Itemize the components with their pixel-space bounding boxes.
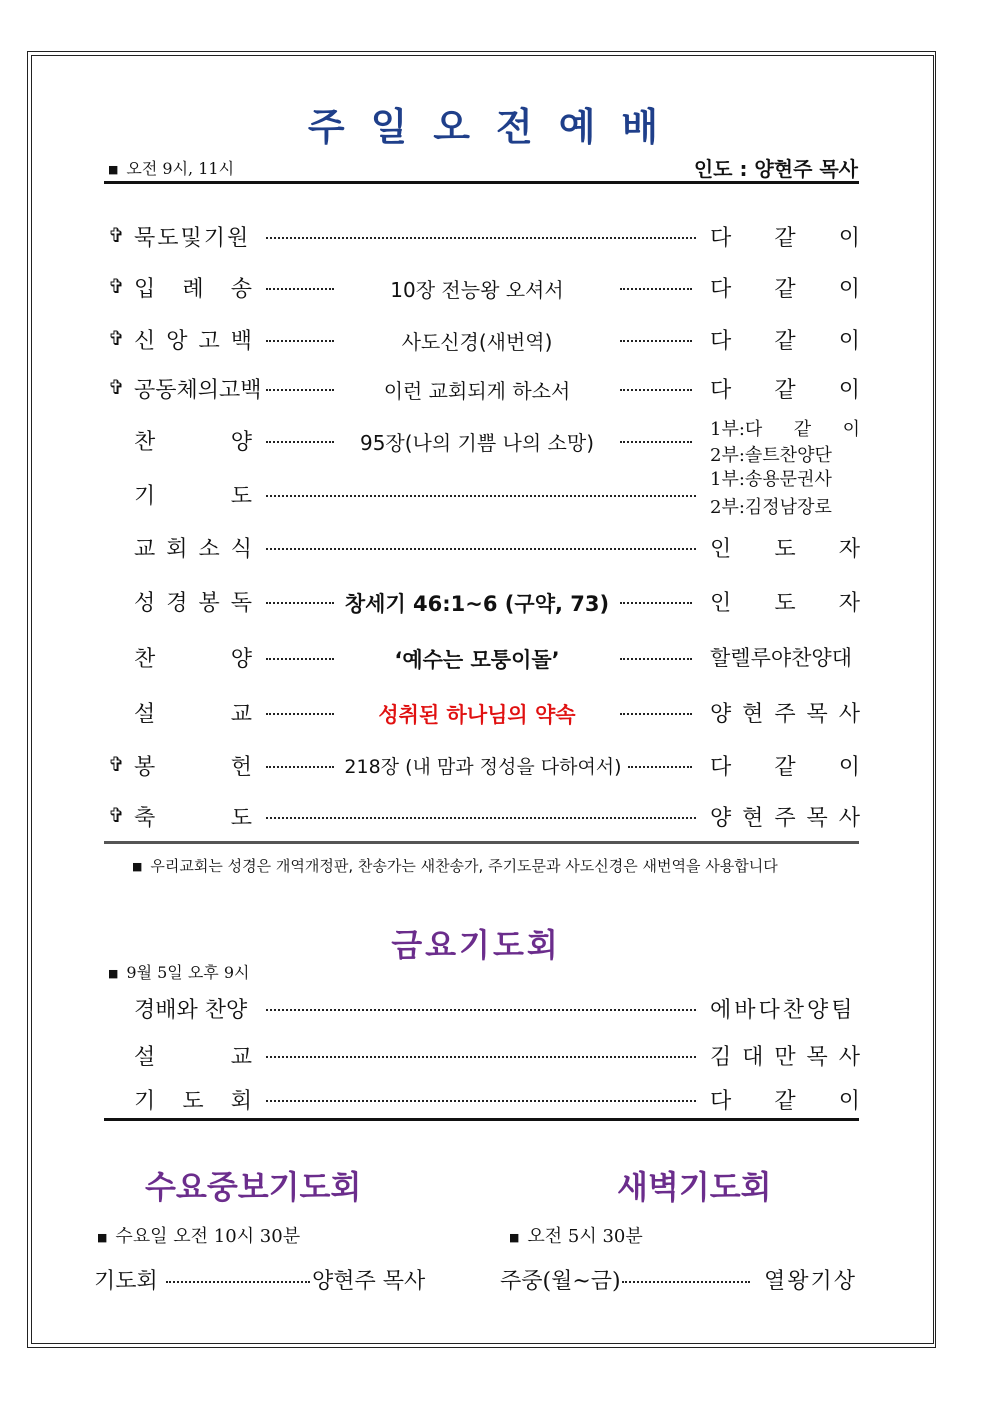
order-right-2: 2부:김정남장로 (710, 497, 832, 518)
friday-label: 설 교 (134, 1045, 252, 1070)
order-label: 공동체의고백 (134, 378, 262, 403)
order-right-1: 1부:다 같 이 (710, 419, 860, 440)
order-row (104, 371, 860, 405)
leader-dots (620, 713, 692, 715)
leader-dots (266, 1100, 696, 1102)
leader-dots (166, 1281, 310, 1283)
friday-row (104, 991, 860, 1025)
dawn-label: 주중(월~금) (500, 1269, 621, 1294)
sermon-title: 성취된 하나님의 약속 (378, 703, 576, 727)
order-label: 묵도및기원 (134, 226, 251, 251)
friday-right: 김 대 만 목 사 (710, 1045, 860, 1070)
order-label: 축 도 (134, 806, 252, 831)
leader-dots (620, 340, 692, 342)
square-bullet-icon: ■ (97, 1230, 108, 1244)
order-right: 할렐루야찬양대 (710, 646, 853, 670)
service-leader: 인도 : 양현주 목사 (693, 157, 858, 181)
order-center: 10장 전능왕 오셔서 (390, 278, 564, 302)
friday-label: 경배와 찬양 (134, 998, 248, 1023)
friday-title: 금요기도회 (391, 926, 561, 964)
cross-icon: ✞ (108, 375, 125, 399)
friday-row (104, 1082, 860, 1116)
leader-dots (628, 766, 692, 768)
leader-dots (266, 548, 696, 550)
leader-dots (266, 441, 334, 443)
order-row (104, 322, 860, 356)
order-right-1: 1부:송용문권사 (710, 469, 832, 490)
order-row (104, 469, 860, 518)
order-label: 설 교 (134, 702, 252, 727)
leader-dots (266, 1056, 696, 1058)
order-right: 인 도 자 (710, 537, 860, 562)
order-row (104, 695, 860, 729)
order-right: 인 도 자 (710, 591, 860, 616)
wednesday-label: 기도회 (94, 1269, 158, 1294)
square-bullet-icon: ■ (132, 860, 143, 873)
leader-dots (266, 288, 334, 290)
order-right-2: 2부:솔트찬양단 (710, 445, 832, 466)
leader-dots (266, 237, 696, 239)
friday-row (104, 1038, 860, 1072)
order-row (104, 219, 860, 253)
order-row (104, 584, 860, 618)
order-center: ‘예수는 모퉁이돌’ (394, 648, 560, 672)
wednesday-time: ■ 수요일 오전 10시 30분 (97, 1226, 301, 1247)
order-center: 창세기 46:1~6 (구약, 73) (344, 592, 610, 616)
divider-top (104, 181, 859, 184)
service-time: ■ 오전 9시, 11시 (108, 159, 235, 178)
leader-dots (266, 340, 334, 342)
leader-dots (620, 441, 692, 443)
page-title: 주일오전예배 (307, 104, 685, 149)
leader-dots (266, 817, 696, 819)
cross-icon: ✞ (108, 752, 125, 776)
cross-icon: ✞ (108, 803, 125, 827)
order-center: 218장 (내 맘과 정성을 다하여서) (344, 756, 622, 778)
dawn-time: ■ 오전 5시 30분 (509, 1226, 643, 1247)
order-row (104, 419, 860, 466)
order-row (104, 799, 860, 833)
order-row (104, 270, 860, 304)
order-right: 양 현 주 목 사 (710, 806, 860, 831)
order-row (104, 640, 860, 674)
leader-dots (266, 495, 696, 497)
order-row (104, 748, 860, 782)
order-label: 성 경 봉 독 (134, 591, 252, 616)
friday-time: ■ 9월 5일 오후 9시 (108, 963, 250, 982)
leader-dots (266, 602, 334, 604)
cross-icon: ✞ (108, 274, 125, 298)
wednesday-title: 수요중보기도회 (145, 1168, 362, 1206)
order-right: 다 같 이 (710, 277, 860, 302)
order-right: 다 같 이 (710, 755, 860, 780)
leader-dots (266, 389, 334, 391)
wednesday-right: 양현주 목사 (312, 1269, 426, 1294)
order-label: 봉 헌 (134, 755, 252, 780)
order-label: 입 례 송 (134, 277, 252, 302)
leader-dots (266, 658, 334, 660)
dawn-right: 열왕기상 (764, 1269, 858, 1294)
leader-dots (266, 713, 334, 715)
order-center: 95장(나의 기쁨 나의 소망) (359, 431, 594, 455)
friday-right: 다 같 이 (710, 1089, 860, 1114)
square-bullet-icon: ■ (509, 1230, 520, 1244)
order-center: 이런 교회되게 하소서 (383, 379, 571, 403)
divider-bottom (104, 1118, 859, 1121)
leader-dots (620, 288, 692, 290)
order-label: 찬 양 (134, 647, 252, 672)
dawn-title: 새벽기도회 (617, 1168, 772, 1206)
leader-dots (266, 766, 334, 768)
friday-right: 에바다찬양팀 (710, 998, 856, 1023)
order-right: 다 같 이 (710, 329, 860, 354)
order-right: 다 같 이 (710, 378, 860, 403)
cross-icon: ✞ (108, 223, 125, 247)
notice: ■ 우리교회는 성경은 개역개정판, 찬송가는 새찬송가, 주기도문과 사도신경은 새번역을 사용합니다 (132, 857, 778, 875)
divider-middle (104, 841, 859, 844)
leader-dots (620, 602, 692, 604)
order-right: 다 같 이 (710, 226, 860, 251)
leader-dots (266, 1009, 696, 1011)
leader-dots (622, 1281, 750, 1283)
square-bullet-icon: ■ (108, 163, 119, 176)
order-label: 교 회 소 식 (134, 537, 252, 562)
order-right: 양 현 주 목 사 (710, 702, 860, 727)
leader-dots (620, 658, 692, 660)
order-row (104, 530, 860, 564)
cross-icon: ✞ (108, 326, 125, 350)
order-center: 사도신경(새번역) (401, 330, 553, 354)
order-label: 신 앙 고 백 (134, 329, 252, 354)
leader-dots (620, 389, 692, 391)
friday-label: 기 도 회 (134, 1089, 252, 1114)
square-bullet-icon: ■ (108, 967, 119, 980)
order-label: 기 도 (134, 484, 252, 509)
order-label: 찬 양 (134, 430, 252, 455)
